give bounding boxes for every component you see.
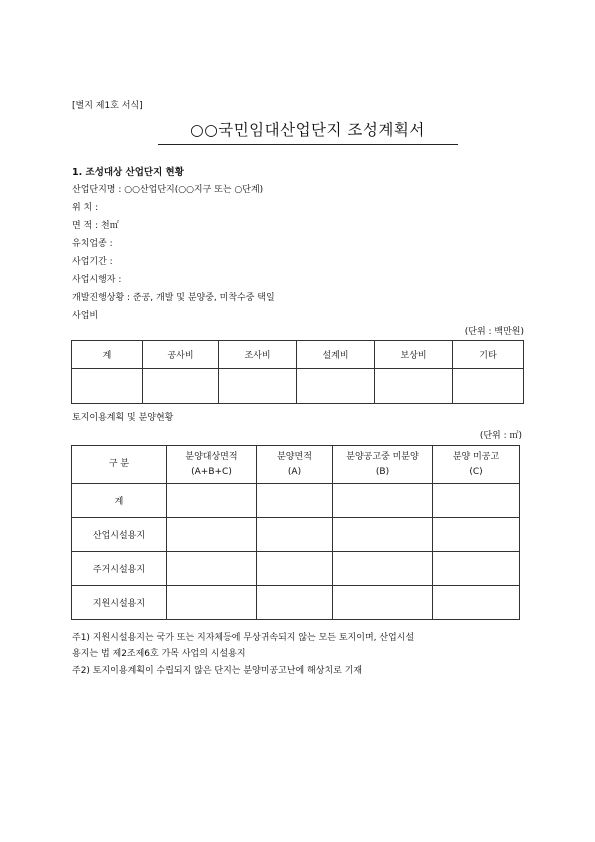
land-unit-label: (단위 : ㎡) (479, 431, 522, 441)
table-row (72, 518, 520, 552)
title-underline (158, 144, 458, 145)
table-cell[interactable] (433, 518, 520, 552)
table-cell[interactable] (167, 518, 257, 552)
section-heading: 1. 조성대상 산업단지 현황 (72, 167, 184, 178)
table-cell[interactable] (333, 518, 433, 552)
row-label-industrial: 산업시설용지 (72, 518, 167, 552)
header-total: 계 (72, 341, 143, 369)
table-cell[interactable] (257, 518, 333, 552)
table-cell[interactable] (433, 484, 520, 518)
header-unsold-area (333, 446, 433, 484)
header-category (72, 446, 167, 484)
table-cell[interactable] (375, 369, 453, 404)
cost-unit-label: (단위 : 백만원) (464, 327, 524, 337)
table-cell[interactable] (333, 484, 433, 518)
header-line: 분양 미공고 (452, 451, 500, 462)
field-period: 사업기간 : (72, 257, 113, 267)
table-cell[interactable] (257, 586, 333, 620)
table-cell[interactable] (167, 484, 257, 518)
document-title: ○○국민임대산업단지 조성계획서 (190, 121, 425, 139)
project-cost-table (71, 340, 524, 404)
header-line: 분양공고중 미분양 (346, 451, 419, 462)
header-construction: 공사비 (143, 341, 219, 369)
table-cell[interactable] (297, 369, 375, 404)
table-cell[interactable] (167, 552, 257, 586)
header-line: 분양대상면적 (185, 451, 238, 462)
header-unannounced-area (433, 446, 520, 484)
header-line: (A+B+C) (191, 466, 232, 477)
header-line: 구 분 (108, 459, 130, 469)
table-cell[interactable] (333, 586, 433, 620)
row-label-total: 계 (72, 484, 167, 518)
table-cell[interactable] (167, 586, 257, 620)
table-row (72, 484, 520, 518)
table-cell[interactable] (433, 552, 520, 586)
table-cell[interactable] (257, 552, 333, 586)
field-industries: 유치업종 : (72, 239, 113, 249)
header-line: (C) (469, 466, 483, 477)
field-project-cost: 사업비 (72, 311, 99, 321)
table-cell[interactable] (257, 484, 333, 518)
land-use-table (71, 445, 520, 620)
header-sold-area (257, 446, 333, 484)
table-cell[interactable] (453, 369, 524, 404)
table-cell[interactable] (72, 369, 143, 404)
field-area: 면 적 : 천㎡ (72, 221, 119, 231)
header-compensation: 보상비 (375, 341, 453, 369)
table-row (72, 369, 524, 404)
table-row (72, 586, 520, 620)
field-complex-name: 산업단지명 : ○○산업단지(○○지구 또는 ○단계) (72, 185, 264, 195)
header-target-area (167, 446, 257, 484)
header-line: (A) (287, 466, 302, 477)
table-cell[interactable] (219, 369, 297, 404)
table-cell[interactable] (333, 552, 433, 586)
note-1-continued: 용지는 법 제2조제6호 가목 사업의 시설용지 (72, 649, 246, 659)
header-survey: 조사비 (219, 341, 297, 369)
row-label-support: 지원시설용지 (72, 586, 167, 620)
header-line: (B) (375, 466, 390, 477)
header-other: 기타 (453, 341, 524, 369)
table-cell[interactable] (143, 369, 219, 404)
form-number: [별지 제1호 서식] (72, 101, 143, 111)
note-2: 주2) 토지이용계획이 수립되지 않은 단지는 분양미공고난에 해상치로 기재 (72, 666, 363, 676)
land-section-heading: 토지이용계획 및 분양현황 (72, 413, 174, 423)
note-1: 주1) 지원시설용지는 국가 또는 지자체등에 무상귀속되지 않는 모든 토지이며, 산업시설 (72, 633, 415, 643)
table-cell[interactable] (433, 586, 520, 620)
header-line: 분양면적 (277, 451, 312, 462)
header-design: 설계비 (297, 341, 375, 369)
table-row (72, 552, 520, 586)
field-operator: 사업시행자 : (72, 275, 122, 285)
field-location: 위 치 : (72, 203, 99, 213)
table-header-row (72, 341, 524, 369)
field-progress: 개발진행상황 : 준공, 개발 및 분양중, 미착수중 택일 (72, 293, 275, 303)
table-header-row (72, 446, 520, 484)
row-label-residential: 주거시설용지 (72, 552, 167, 586)
